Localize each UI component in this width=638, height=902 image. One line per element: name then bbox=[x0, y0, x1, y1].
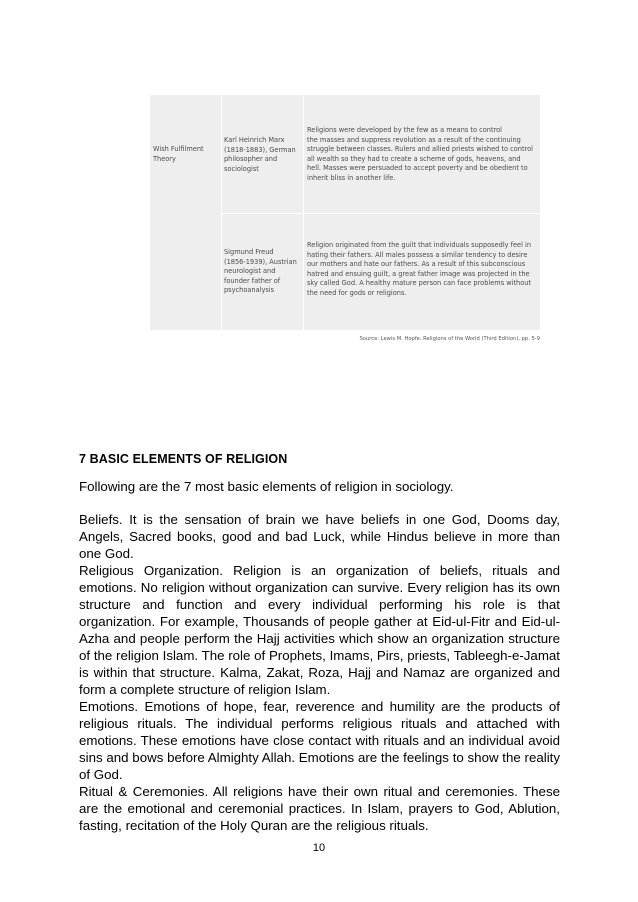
description-line: the masses and suppress revolution as a result of the continuing bbox=[307, 135, 521, 144]
source-citation: Source: Lewis M. Hopfe. Religions of the World (Third Edition), pp. 5-9 bbox=[359, 336, 540, 342]
person-line: (1856-1939), Austrian bbox=[224, 257, 297, 266]
description-line: our mothers and hate our fathers. As a result of this subconscious bbox=[307, 260, 526, 269]
section-heading: 7 BASIC ELEMENTS OF RELIGION bbox=[79, 452, 288, 466]
description-line: inherit bliss in another life. bbox=[307, 173, 396, 182]
theory-name-cell bbox=[153, 145, 219, 164]
page-number: 10 bbox=[312, 842, 326, 854]
description-line: hatred and ensuing guilt, a great father image was projected in the bbox=[307, 269, 530, 278]
description-line: struggle between classes. Rulers and allied priests wished to control bbox=[307, 145, 533, 154]
embedded-table-image bbox=[150, 95, 540, 342]
rituals-paragraph: Ritual & Ceremonies. All religions have their own ritual and ceremonies. These are the emotional and ceremonial practices. In Islam, prayers to God, Ablution, fasting, recitation of the Holy Quran are the religious rituals. bbox=[79, 784, 560, 833]
description-line: all wealth so they had to create a scheme of gods, heavens, and bbox=[307, 154, 521, 163]
person-line: sociologist bbox=[224, 164, 259, 173]
person-line: founder father of bbox=[224, 276, 281, 285]
person-line: Sigmund Freud bbox=[224, 248, 274, 256]
person-line: Karl Heinrich Marx bbox=[224, 136, 285, 144]
person-line: neurologist and bbox=[224, 267, 276, 276]
theory-table bbox=[150, 95, 540, 310]
person-cell-freud bbox=[224, 248, 302, 296]
description-line: sky called God. A healthy mature person can face problems without bbox=[307, 279, 532, 288]
organization-paragraph: Religious Organization. Religion is an organization of beliefs, rituals and emotions. No religion without organization can survive. Every religion has its own structure and function and every individual performing his role is that organization. For example, Thousands of people gather at Eid-ul-Fitr and Eid-ul-Azha and people perform the Hajj activities which show an organization structure of the religion Islam. The role of Prophets, Imams, Pirs, priests, Tableegh-e-Jamat is within that structure. Kalma, Zakat, Roza, Hajj and Namaz are organized and form a complete structure of religion Islam. bbox=[79, 563, 560, 697]
person-line: psychoanalysis bbox=[224, 286, 275, 295]
description-line: Religion originated from the guilt that individuals supposedly feel in bbox=[307, 241, 532, 249]
person-cell-marx bbox=[224, 136, 302, 174]
description-line: Religions were developed by the few as a means to control bbox=[307, 126, 503, 134]
person-line: philosopher and bbox=[224, 155, 278, 164]
theory-name-line: Wish Fulfilment bbox=[153, 145, 204, 153]
description-line: hating their fathers. All males possess a similar tendency to desire bbox=[307, 250, 528, 259]
description-line: the need for gods or religions. bbox=[307, 288, 407, 297]
description-cell-freud bbox=[307, 241, 539, 299]
emotions-paragraph: Emotions. Emotions of hope, fear, reverence and humility are the products of religious rituals. The individual performs religious rituals and attached with emotions. These emotions have close contact with rituals and an individual avoid sins and bows before Almighty Allah. Emotions are the feelings to show the reality of God. bbox=[79, 699, 560, 782]
description-line: hell. Masses were persuaded to accept poverty and be obedient to bbox=[307, 164, 528, 173]
theory-name-line: Theory bbox=[153, 154, 176, 163]
intro-paragraph: Following are the 7 most basic elements of religion in sociology. bbox=[79, 479, 454, 494]
person-line: (1818-1883), German bbox=[224, 145, 296, 154]
beliefs-paragraph: Beliefs. It is the sensation of brain we have beliefs in one God, Dooms day, Angels, Sacred books, good and bad Luck, while Hindus believe in more than one God. bbox=[79, 512, 560, 561]
row-divider bbox=[221, 213, 540, 214]
description-cell-marx bbox=[307, 126, 539, 184]
